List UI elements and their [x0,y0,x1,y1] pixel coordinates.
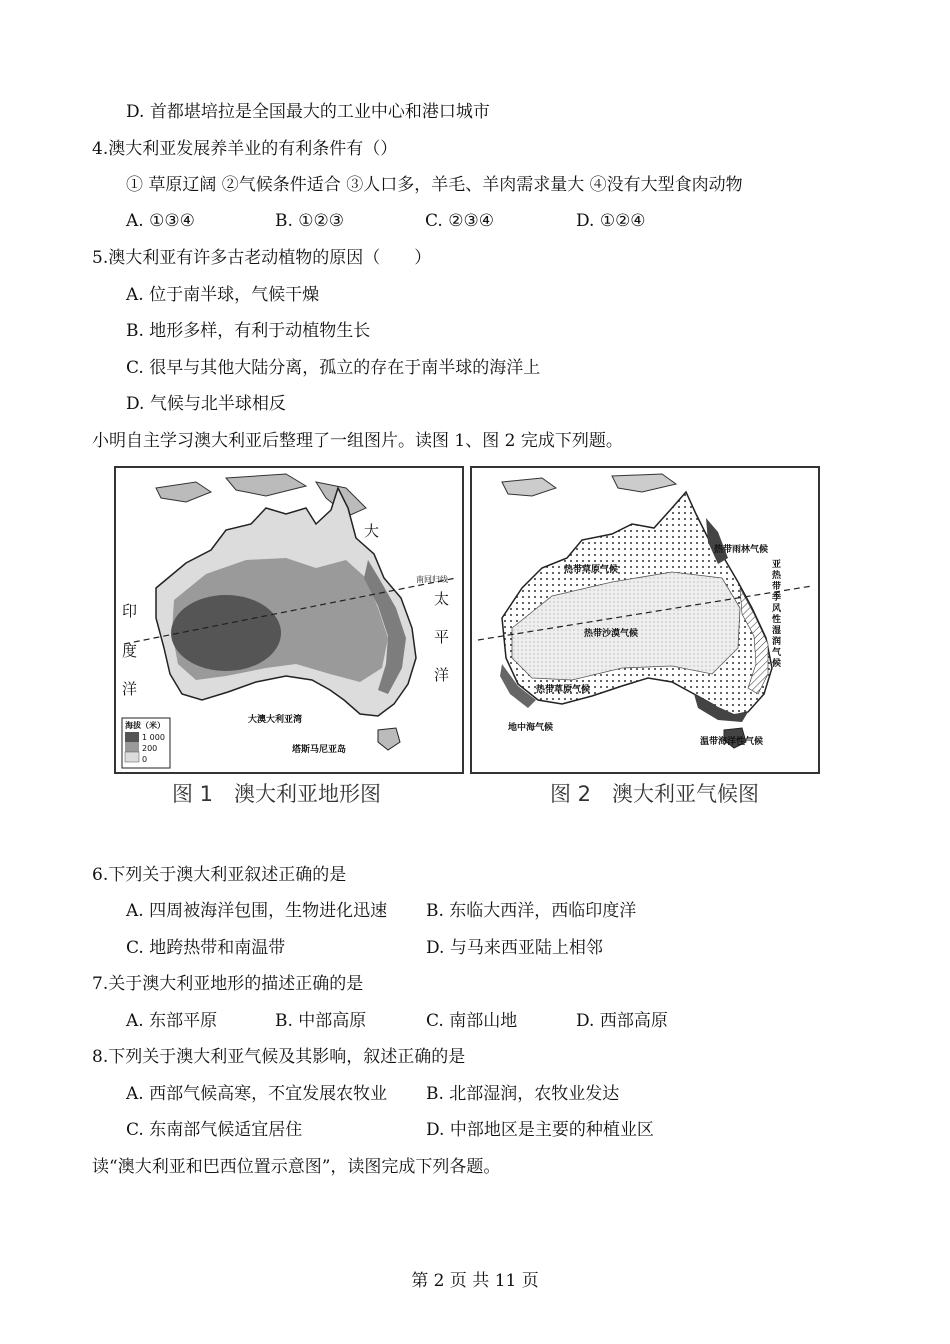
q6-option-d: D. 与马来西亚陆上相邻 [426,938,603,958]
ocean-label-4: 大 [364,522,380,540]
q4-option-c: C. ②③④ [425,211,494,231]
tropic-label: 南回归线 [416,575,448,584]
q6-option-b: B. 东临大西洋，西临印度洋 [426,901,637,921]
q6-option-a: A. 四周被海洋包围，生物进化迅速 [126,901,388,921]
terrain-map-graphic [116,468,462,772]
label-subtropical-humid: 亚热带季风性湿润气候 [772,560,782,669]
q4-stem: 4.澳大利亚发展养羊业的有利条件有（） [92,139,398,159]
label-tropical-rainforest: 热带雨林气候 [714,545,769,555]
figure-2-caption: 图 2 澳大利亚气候图 [550,782,760,806]
q8-option-c: C. 东南部气候适宜居住 [126,1120,303,1140]
q5-option-b: B. 地形多样，有利于动植物生长 [126,321,371,341]
q7-option-d: D. 西部高原 [576,1011,668,1031]
intro-text-2: 读“澳大利亚和巴西位置示意图”，读图完成下列各题。 [92,1157,501,1177]
legend-value-200: 200 [142,744,158,753]
q7-option-c: C. 南部山地 [426,1011,518,1031]
q5-stem: 5.澳大利亚有许多古老动植物的原因（ ） [92,248,432,268]
legend-value-0: 0 [142,755,148,764]
tasmania-label: 塔斯马尼亚岛 [292,745,347,755]
label-desert: 热带沙漠气候 [584,629,639,639]
q4-option-b: B. ①②③ [275,211,345,231]
legend-title: 海拔（米） [125,721,165,730]
label-savanna-north: 热带草原气候 [564,565,619,575]
ocean-label-3: 洋 [122,680,138,698]
q6-stem: 6.下列关于澳大利亚叙述正确的是 [92,865,347,885]
q5-option-d: D. 气候与北半球相反 [126,394,286,414]
q3-option-d: D. 首都堪培拉是全国最大的工业中心和港口城市 [126,102,490,122]
label-savanna-south: 热带草原气候 [536,685,591,695]
terrain-map [114,466,464,774]
q8-option-d: D. 中部地区是主要的种植业区 [426,1120,654,1140]
q8-stem: 8.下列关于澳大利亚气候及其影响，叙述正确的是 [92,1047,466,1067]
ocean-label-2: 度 [122,642,138,660]
bight-label: 大澳大利亚湾 [248,715,303,725]
page-footer: 第 2 页 共 11 页 [411,1271,539,1291]
ocean-label-7: 洋 [434,666,450,684]
q5-option-a: A. 位于南半球，气候干燥 [126,285,320,305]
q5-option-c: C. 很早与其他大陆分离，孤立的存在于南半球的海洋上 [126,358,541,378]
climate-map [470,466,820,774]
q4-option-a: A. ①③④ [126,211,195,231]
label-temperate-oceanic: 温带海洋性气候 [700,737,764,747]
q7-stem: 7.关于澳大利亚地形的描述正确的是 [92,974,364,994]
q4-option-d: D. ①②④ [576,211,646,231]
q8-option-a: A. 西部气候高寒，不宜发展农牧业 [126,1084,388,1104]
label-mediterranean: 地中海气候 [508,723,554,733]
legend-value-1000: 1 000 [142,733,165,742]
figure-1-caption: 图 1 澳大利亚地形图 [172,782,382,806]
ocean-label-1: 印 [122,602,138,620]
q6-option-c: C. 地跨热带和南温带 [126,938,286,958]
ocean-label-6: 平 [434,628,450,646]
figure-australia-maps [114,466,828,826]
intro-text-1: 小明自主学习澳大利亚后整理了一组图片。读图 1、图 2 完成下列题。 [92,431,623,451]
q7-option-a: A. 东部平原 [126,1011,218,1031]
ocean-label-5: 太 [434,590,450,608]
q8-option-b: B. 北部湿润，农牧业发达 [426,1084,620,1104]
q7-option-b: B. 中部高原 [275,1011,367,1031]
q4-conditions: ① 草原辽阔 ②气候条件适合 ③人口多，羊毛、羊肉需求量大 ④没有大型食肉动物 [126,175,743,195]
